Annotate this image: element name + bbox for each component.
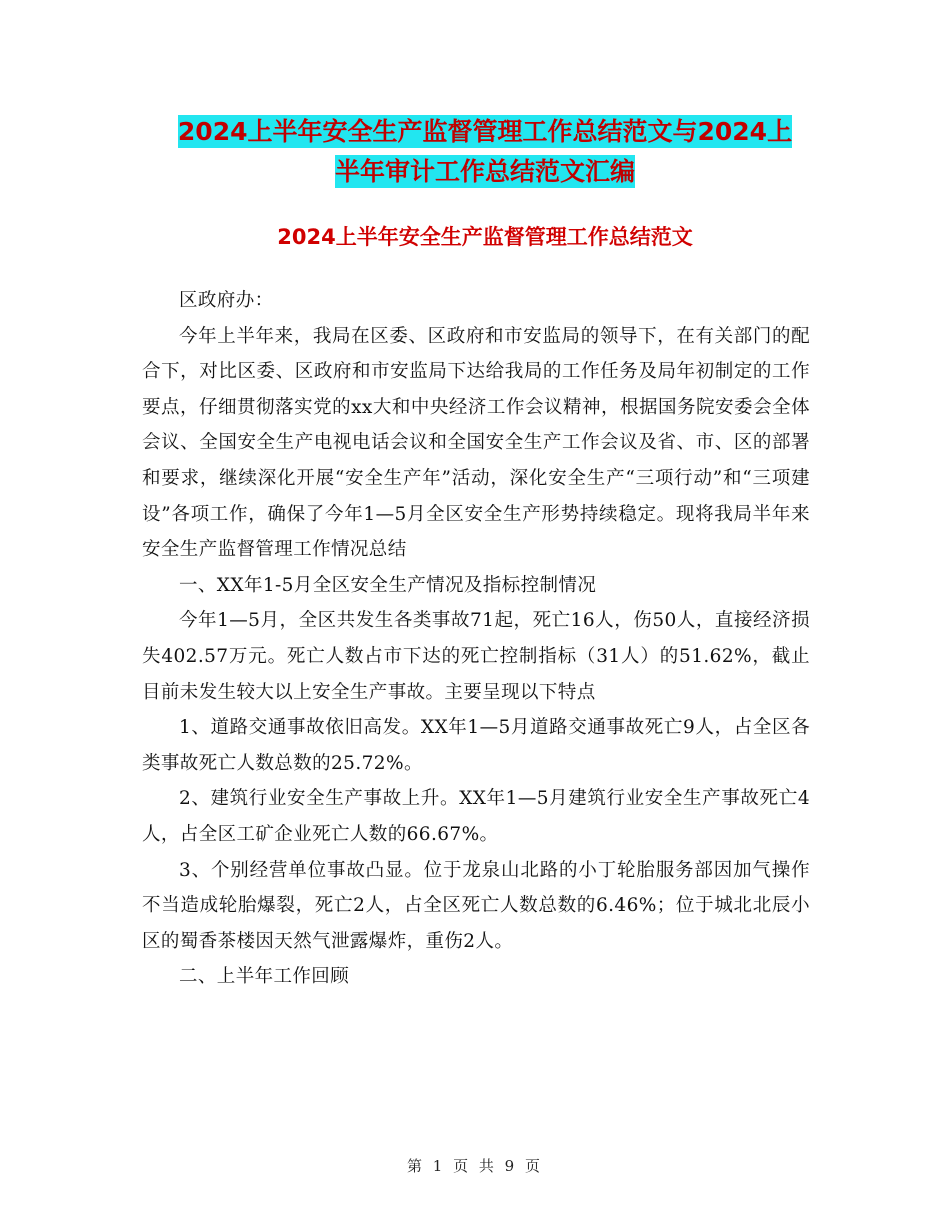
main-title-line-2: 半年审计工作总结范文汇编	[334, 157, 635, 186]
section-title: 2024上半年安全生产监督管理工作总结范文	[277, 225, 693, 249]
document-body	[142, 283, 810, 995]
heading-section-1: 一、XX年1-5月全区安全生产情况及指标控制情况	[179, 574, 597, 596]
paragraph-intro: 今年上半年来，我局在区委、区政府和市安监局的领导下，在有关部门的配合下，对比区委、区政府和市安监局下达给我局的工作任务及局年初制定的工作要点，仔细贯彻落实党的xx大和中央经济工作会议精神，根据国务院安委会全体会议、全国安全生产电视电话会议和全国安全生产工作会议及省、市、区的部署和要求，继续深化开展“安全生产年”活动，深化安全生产“三项行动”和“三项建设”各项工作，确保了今年1—5月全区安全生产形势持续稳定。现将我局半年来安全生产监督管理工作情况总结	[142, 325, 810, 561]
main-title-line-1: 2024上半年安全生产监督管理工作总结范文与2024上	[177, 117, 793, 146]
page-footer: 第 1 页 共 9 页	[407, 1157, 543, 1175]
salutation: 区政府办：	[179, 290, 274, 311]
paragraph-point-2: 2、建筑行业安全生产事故上升。XX年1—5月建筑行业安全生产事故死亡4人，占全区工矿企业死亡人数的66.67%。	[142, 788, 810, 845]
paragraph-point-3: 3、个别经营单位事故凸显。位于龙泉山北路的小丁轮胎服务部因加气操作不当造成轮胎爆裂，死亡2人，占全区死亡人数总数的6.46%；位于城北北辰小区的蜀香茶楼因天然气泄露爆炸，重伤2人。	[142, 859, 810, 952]
paragraph-stats: 今年1—5月，全区共发生各类事故71起，死亡16人，伤50人，直接经济损失402.57万元。死亡人数占市下达的死亡控制指标（31人）的51.62%，截止目前未发生较大以上安全生产事故。主要呈现以下特点	[142, 610, 810, 703]
heading-section-2: 二、上半年工作回顾	[179, 966, 350, 988]
main-title	[140, 112, 830, 192]
paragraph-point-1: 1、道路交通事故依旧高发。XX年1—5月道路交通事故死亡9人，占全区各类事故死亡人数总数的25.72%。	[142, 717, 810, 774]
